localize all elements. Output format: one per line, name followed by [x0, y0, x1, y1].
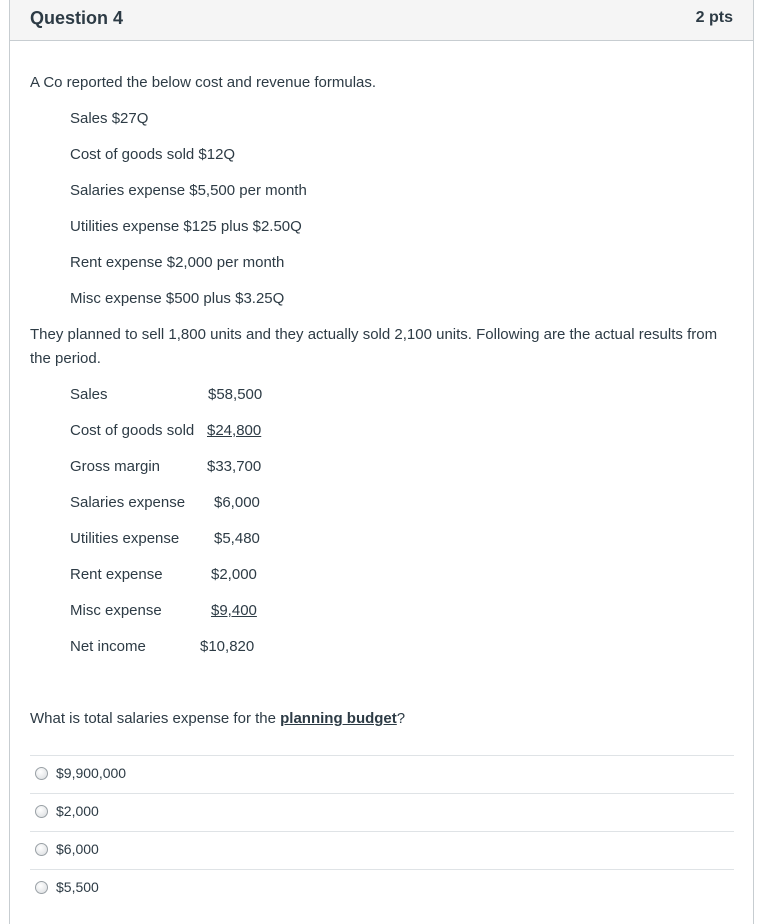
question-title: Question 4: [30, 8, 124, 28]
result-value-net-income: $10,820: [200, 638, 255, 655]
radio-button-3[interactable]: [35, 843, 48, 856]
result-label-sales: Sales: [70, 386, 108, 403]
question-header: [10, 0, 753, 41]
answer-option-2[interactable]: [30, 793, 734, 831]
formula-rent: Rent expense $2,000 per month: [70, 254, 285, 271]
formula-salaries: Salaries expense $5,500 per month: [70, 182, 307, 199]
answer-label-1[interactable]: $9,900,000: [56, 765, 127, 781]
result-value-salaries: $6,000: [214, 494, 260, 511]
result-label-misc: Misc expense: [70, 602, 162, 619]
radio-button-2[interactable]: [35, 805, 48, 818]
result-label-salaries: Salaries expense: [70, 494, 186, 511]
result-label-utilities: Utilities expense: [70, 530, 180, 547]
result-value-sales: $58,500: [208, 386, 263, 403]
result-value-utilities: $5,480: [214, 530, 260, 547]
prompt-text-after: ?: [396, 710, 406, 727]
result-label-rent: Rent expense: [70, 566, 163, 583]
intro-text: A Co reported the below cost and revenue formulas.: [30, 74, 377, 91]
answer-option-4[interactable]: [30, 869, 734, 907]
result-value-misc: $9,400: [211, 602, 257, 619]
prompt-emphasis: planning budget: [280, 710, 397, 727]
formula-cogs: Cost of goods sold $12Q: [70, 146, 236, 163]
question-card: [9, 0, 754, 924]
answer-label-4[interactable]: $5,500: [56, 879, 99, 895]
radio-button-1[interactable]: [35, 767, 48, 780]
question-points: 2 pts: [695, 9, 733, 26]
formula-misc: Misc expense $500 plus $3.25Q: [70, 290, 285, 307]
result-value-rent: $2,000: [211, 566, 257, 583]
result-value-cogs: $24,800: [207, 422, 262, 439]
question-prompt: [30, 710, 405, 727]
formula-utilities: Utilities expense $125 plus $2.50Q: [70, 218, 302, 235]
plan-text: They planned to sell 1,800 units and they actually sold 2,100 units. Following are the actual results from the period.: [30, 326, 718, 367]
formula-sales: Sales $27Q: [70, 110, 149, 127]
answer-label-2[interactable]: $2,000: [56, 803, 99, 819]
answer-label-3[interactable]: $6,000: [56, 841, 99, 857]
prompt-text-before: What is total salaries expense for the: [30, 710, 281, 727]
result-label-net-income: Net income: [70, 638, 146, 655]
result-label-gross-margin: Gross margin: [70, 458, 161, 475]
radio-button-4[interactable]: [35, 881, 48, 894]
result-value-gross-margin: $33,700: [207, 458, 262, 475]
answer-option-3[interactable]: [30, 831, 734, 869]
result-label-cogs: Cost of goods sold: [70, 422, 195, 439]
answer-option-1[interactable]: [30, 755, 734, 793]
